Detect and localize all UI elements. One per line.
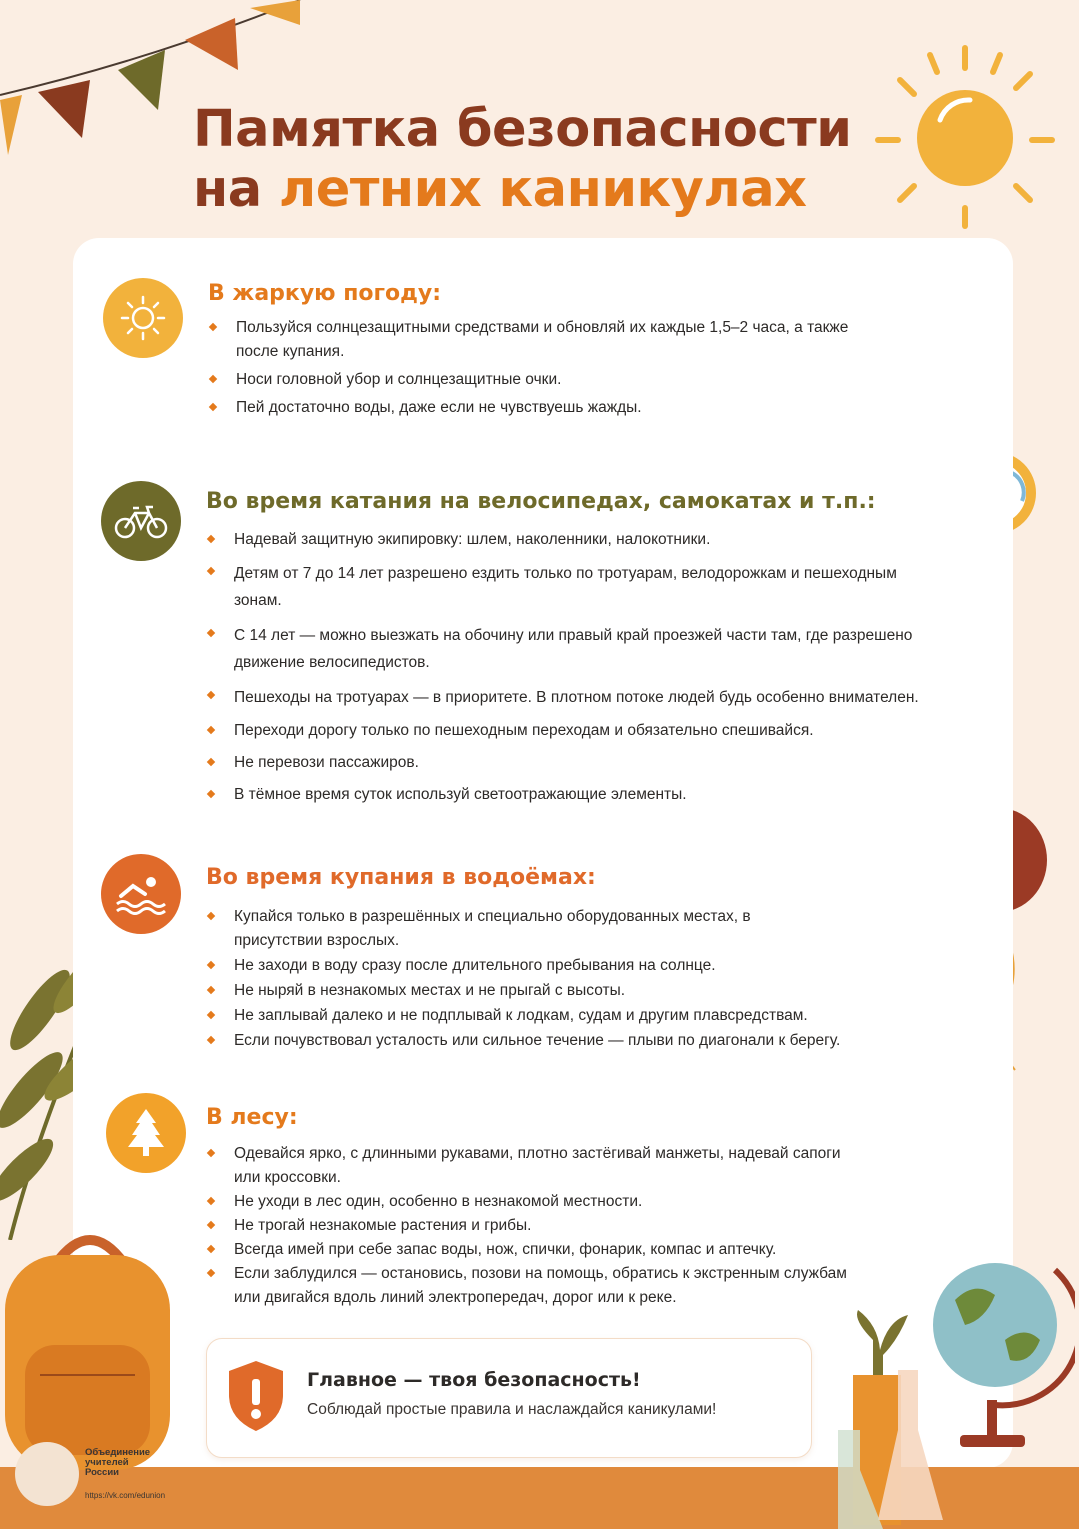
callout-text: Соблюдай простые правила и наслаждайся каникулами! xyxy=(307,1401,717,1418)
flasks-decoration xyxy=(838,1310,948,1529)
logo-text: Объединение учителей России xyxy=(85,1447,151,1478)
page-title xyxy=(193,100,851,220)
list-item: Одевайся ярко, с длинными рукавами, плотно застёгивай манжеты, надевай сапоги или кроссовки. xyxy=(206,1142,866,1190)
backpack-decoration xyxy=(0,1215,180,1475)
list-item: Надевай защитную экипировку: шлем, наколенники, налокотники. xyxy=(206,528,926,552)
list-item: Купайся только в разрешённых и специально оборудованных местах, в присутствии взрослых. xyxy=(206,905,926,953)
sun-icon xyxy=(103,278,183,358)
list-item: Пей достаточно воды, даже если не чувствуешь жажды. xyxy=(208,396,868,420)
list-item: Не трогай незнакомые растения и грибы. xyxy=(206,1214,866,1238)
logo xyxy=(15,1442,79,1506)
list-item: Пешеходы на тротуарах — в приоритете. В плотном потоке людей будь особенно внимателен. xyxy=(206,684,926,711)
tree-icon xyxy=(106,1093,186,1173)
section-title: В лесу: xyxy=(206,1105,298,1130)
list-item: Пользуйся солнцезащитными средствами и обновляй их каждые 1,5–2 часа, а также после купания. xyxy=(208,316,868,364)
safety-callout xyxy=(206,1338,812,1458)
title-line-1: Памятка безопасности xyxy=(193,100,852,159)
list-item: Если почувствовал усталость или сильное течение — плыви по диагонали к берегу. xyxy=(206,1029,926,1053)
list-item: Не ныряй в незнакомых местах и не прыгай с высоты. xyxy=(206,979,926,1003)
section-title: Во время катания на велосипедах, самокатах и т.п.: xyxy=(206,489,876,514)
list-item: Не перевози пассажиров. xyxy=(206,751,926,775)
list-item: Всегда имей при себе запас воды, нож, спички, фонарик, компас и аптечку. xyxy=(206,1238,866,1262)
item-list xyxy=(208,316,868,420)
sun-decoration xyxy=(870,40,1060,230)
item-list xyxy=(206,905,926,1053)
swimmer-icon xyxy=(101,854,181,934)
list-item: Если заблудился — остановись, позови на помощь, обратись к экстренным службам или двигайся вдоль линий электропередач, дорог или к реке. xyxy=(206,1262,866,1310)
content-card xyxy=(73,238,1013,1468)
shield-icon xyxy=(227,1359,285,1433)
item-list xyxy=(206,1142,866,1310)
list-item: Носи головной убор и солнцезащитные очки. xyxy=(208,368,868,392)
section-title: Во время купания в водоёмах: xyxy=(206,865,596,890)
list-item: Не уходи в лес один, особенно в незнакомой местности. xyxy=(206,1190,866,1214)
list-item: Не заплывай далеко и не подплывай к лодкам, судам и другим плавсредствам. xyxy=(206,1004,926,1028)
bicycle-icon xyxy=(101,481,181,561)
section-title: В жаркую погоду: xyxy=(208,281,442,306)
list-item: Переходи дорогу только по пешеходным переходам и обязательно спешивайся. xyxy=(206,719,926,743)
title-line-2: на xyxy=(193,160,279,219)
title-accent: летних каникулах xyxy=(278,160,807,219)
logo-url: https://vk.com/edunion xyxy=(85,1491,166,1500)
item-list xyxy=(206,528,926,807)
list-item: Детям от 7 до 14 лет разрешено ездить только по тротуарам, велодорожкам и пешеходным зонам. xyxy=(206,560,926,614)
list-item: Не заходи в воду сразу после длительного пребывания на солнце. xyxy=(206,954,926,978)
callout-title: Главное — твоя безопасность! xyxy=(307,1369,641,1391)
list-item: В тёмное время суток используй светоотражающие элементы. xyxy=(206,783,926,807)
list-item: С 14 лет — можно выезжать на обочину или правый край проезжей части там, где разрешено движение велосипедистов. xyxy=(206,622,926,676)
